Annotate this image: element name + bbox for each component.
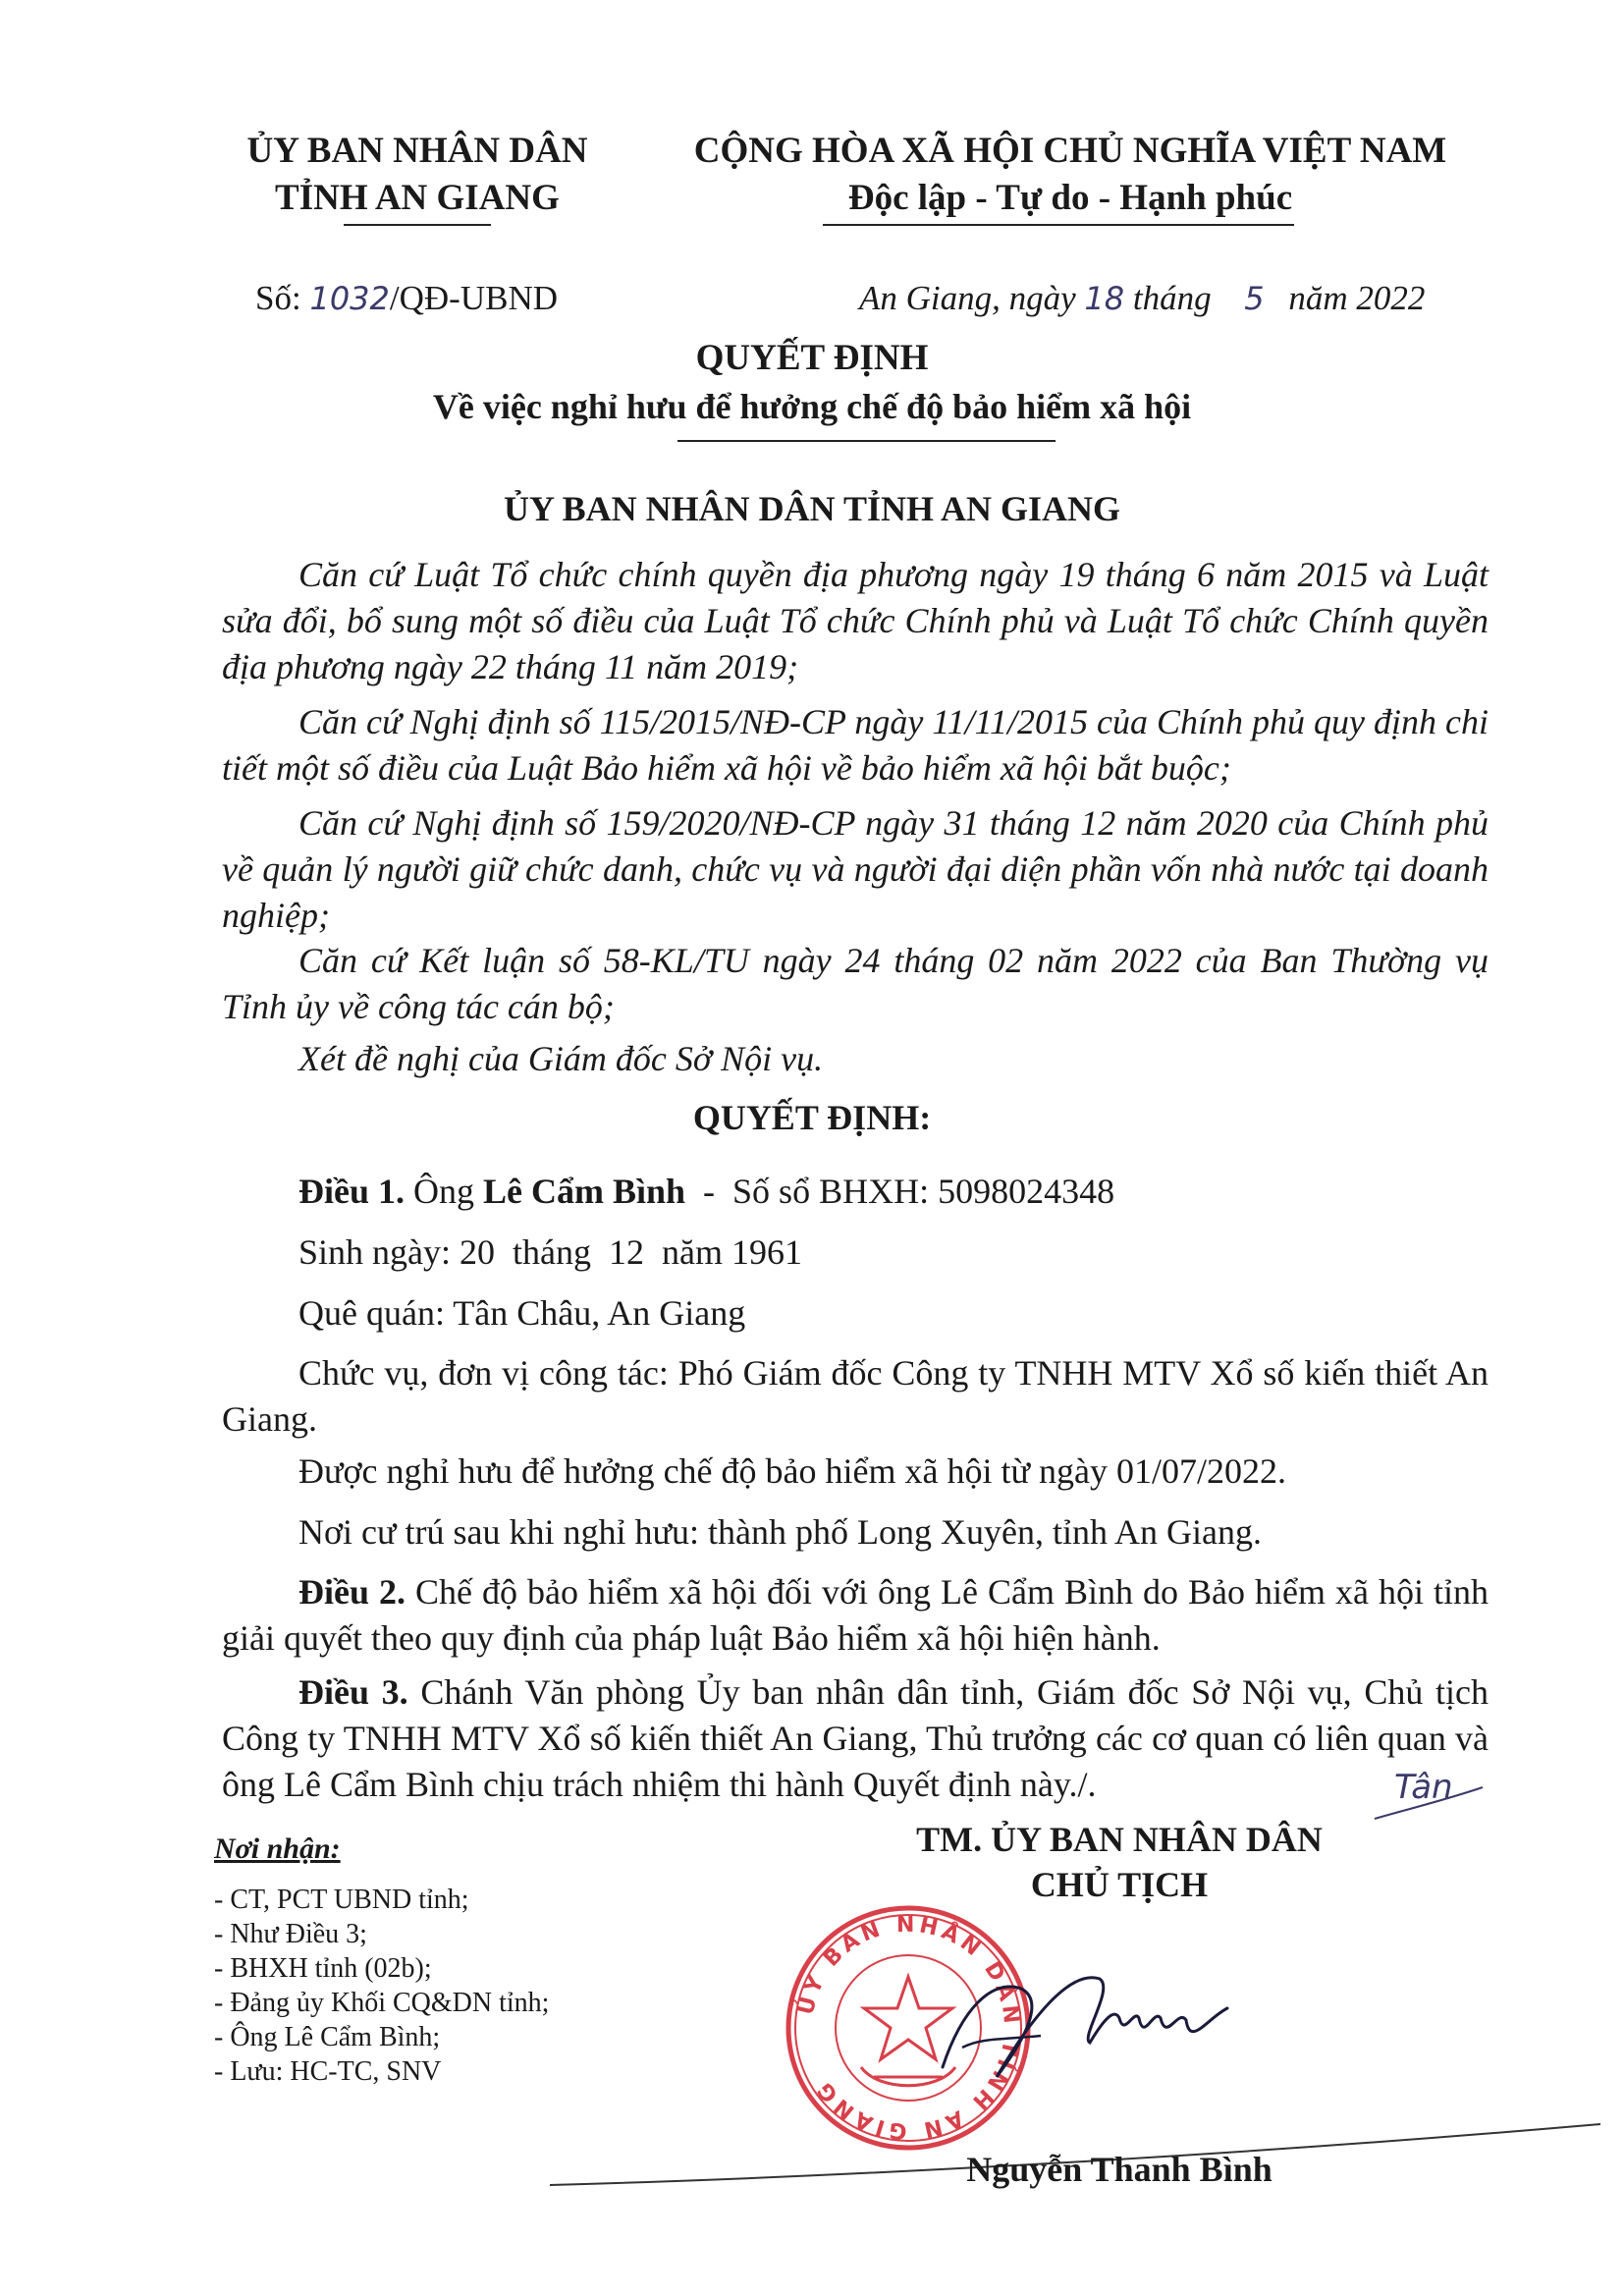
retirement-date: Được nghỉ hưu để hưởng chế độ bảo hiểm xã hội từ ngày 01/07/2022. [298, 1451, 1286, 1491]
article-1-label: Điều 1. [298, 1172, 405, 1211]
article-2-label: Điều 2. [298, 1572, 406, 1612]
agency-name [196, 128, 638, 222]
legal-basis-4: Căn cứ Kết luận số 58-KL/TU ngày 24 tháng 02 năm 2022 của Ban Thường vụ Tỉnh ủy về công tác cán bộ; [222, 941, 1489, 1026]
agency-underline [344, 224, 491, 226]
agency-line2: TỈNH AN GIANG [275, 178, 560, 218]
national-header [648, 128, 1492, 222]
recipient-item: - Lưu: HC-TC, SNV [214, 2056, 442, 2087]
svg-text:ỦY BAN NHÂN DÂN TỈNH AN GIANG: ỦY BAN NHÂN DÂN TỈNH AN GIANG [793, 1912, 1024, 2144]
document-title: QUYẾT ĐỊNH [695, 338, 929, 378]
signature-role: CHỦ TỊCH [1030, 1865, 1209, 1904]
legal-basis-1: Căn cứ Luật Tổ chức chính quyền địa phương ngày 19 tháng 6 năm 2015 và Luật sửa đổi, bổ sung một số điều của Luật Tổ chức Chính phủ và Luật Tổ chức Chính quyền địa phương ngày 22 tháng 11 năm 2019; [222, 555, 1489, 686]
insurance-number: - Số sổ BHXH: 5098024348 [685, 1172, 1115, 1211]
signature-scribble [903, 1949, 1257, 2097]
legal-basis-3: Căn cứ Nghị định số 159/2020/NĐ-CP ngày 31 tháng 12 năm 2020 của Chính phủ về quản lý người giữ chức danh, chức vụ và người đại diện phần vốn nhà nước tại doanh nghiệp; [222, 803, 1489, 935]
recipient-item: - CT, PCT UBND tỉnh; [214, 1885, 469, 1915]
article-3: Điều 3. Chánh Văn phòng Ủy ban nhân dân tỉnh, Giám đốc Sở Nội vụ, Chủ tịch Công ty TNHH MTV Xổ số kiến thiết An Giang, Thủ trưởng các cơ quan có liên quan và ông Lê Cẩm Bình chịu trách nhiệm thi hành Quyết định này./. [222, 1672, 1489, 1804]
issuer-heading: ỦY BAN NHÂN DÂN TỈNH AN GIANG [503, 489, 1121, 528]
decision-heading: QUYẾT ĐỊNH: [692, 1098, 932, 1137]
recipient-item: - Ông Lê Cẩm Bình; [214, 2022, 441, 2052]
recipient-item: - BHXH tỉnh (02b); [214, 1953, 432, 1984]
signer-name: Nguyễn Thanh Bình [966, 2150, 1272, 2189]
nation-line2: Độc lập - Tự do - Hạnh phúc [847, 178, 1293, 218]
signature-title: TM. ỦY BAN NHÂN DÂN [916, 1820, 1323, 1859]
recipient-item: - Đảng ủy Khối CQ&DN tỉnh; [214, 1988, 550, 2018]
birth-date: Sinh ngày: 20 tháng 12 năm 1961 [298, 1232, 802, 1272]
proposal-basis: Xét đề nghị của Giám đốc Sở Nội vụ. [298, 1039, 824, 1078]
position-unit: Chức vụ, đơn vị công tác: Phó Giám đốc Công ty TNHH MTV Xổ số kiến thiết An Giang. [222, 1353, 1489, 1439]
document-date: An Giang, ngày 18 tháng 5 năm 2022 [859, 279, 1426, 317]
recipients-title: Nơi nhận: [214, 1832, 341, 1865]
person-name: Lê Cẩm Bình [483, 1172, 686, 1211]
agency-line1: ỦY BAN NHÂN DÂN [246, 131, 588, 171]
recipient-item: - Như Điều 3; [214, 1919, 367, 1949]
document-number: Số: 1032/QĐ-UBND [255, 279, 558, 317]
initial-stroke [1370, 1779, 1488, 1829]
motto-underline [823, 224, 1294, 226]
article-3-label: Điều 3. [298, 1672, 408, 1712]
subject-underline [677, 440, 1056, 442]
hometown: Quê quán: Tân Châu, An Giang [298, 1293, 746, 1333]
nation-line1: CỘNG HÒA XÃ HỘI CHỦ NGHĨA VIỆT NAM [693, 131, 1447, 171]
number-handwritten: 1032 [309, 280, 390, 317]
handwritten-initial: Tân [1394, 1768, 1453, 1807]
date-month-handwritten: 5 [1244, 280, 1265, 317]
article-1: Điều 1. Ông Lê Cẩm Bình - Số sổ BHXH: 5098024348 [298, 1172, 1115, 1211]
document-subject: Về việc nghỉ hưu để hưởng chế độ bảo hiểm xã hội [432, 387, 1192, 426]
residence: Nơi cư trú sau khi nghỉ hưu: thành phố Long Xuyên, tỉnh An Giang. [298, 1512, 1262, 1552]
article-2: Điều 2. Chế độ bảo hiểm xã hội đối với ông Lê Cẩm Bình do Bảo hiểm xã hội tỉnh giải quyết theo quy định của pháp luật Bảo hiểm xã hội hiện hành. [222, 1572, 1489, 1658]
date-day-handwritten: 18 [1084, 280, 1125, 317]
legal-basis-2: Căn cứ Nghị định số 115/2015/NĐ-CP ngày 11/11/2015 của Chính phủ quy định chi tiết một số điều của Luật Bảo hiểm xã hội về bảo hiểm xã hội bắt buộc; [222, 702, 1489, 788]
